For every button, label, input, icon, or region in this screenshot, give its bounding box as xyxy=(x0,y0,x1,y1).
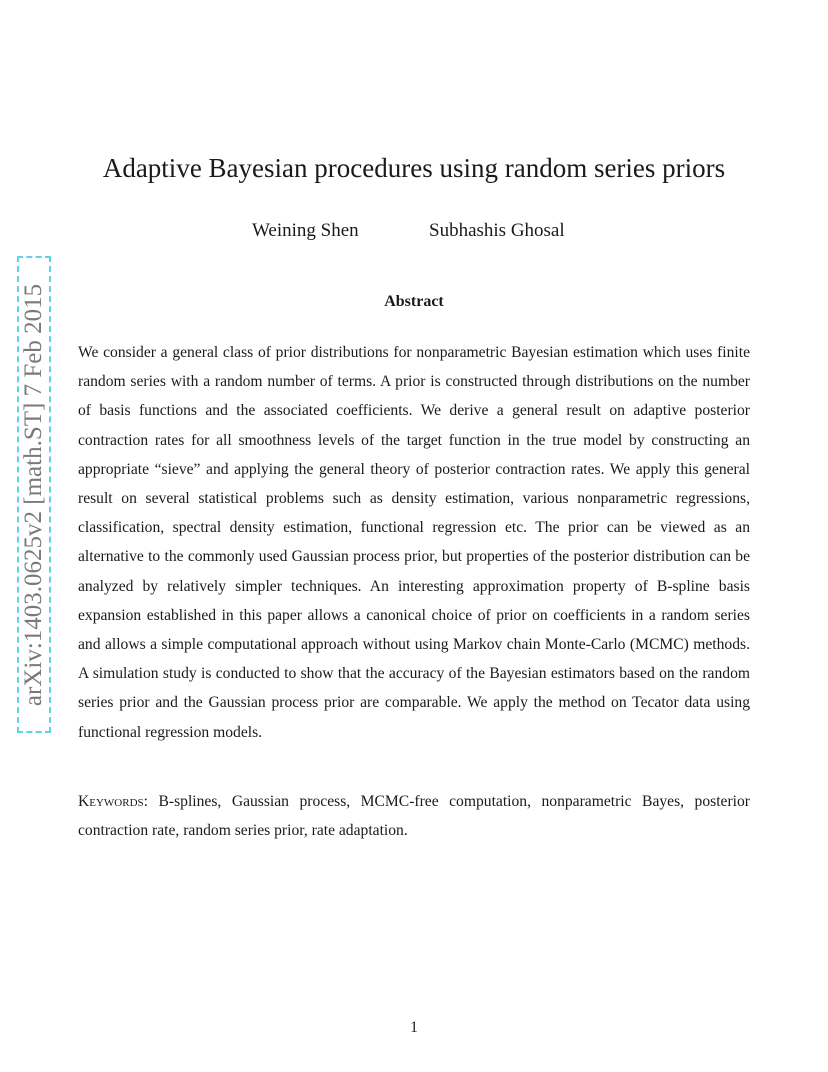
abstract-heading: Abstract xyxy=(384,293,444,310)
arxiv-stamp xyxy=(17,256,51,733)
keywords-paragraph xyxy=(78,787,750,845)
author-name: Weining Shen xyxy=(252,220,359,241)
paper-title: Adaptive Bayesian procedures using random series priors xyxy=(102,153,726,183)
arxiv-identifier: arXiv:1403.0625v2 [math.ST] 7 Feb 2015 xyxy=(20,283,47,706)
author-name: Subhashis Ghosal xyxy=(429,220,565,241)
abstract-body: We consider a general class of prior distributions for nonparametric Bayesian estimation which uses finite random series with a random number of terms. A prior is constructed through distributions on the number of basis functions and the associated coefficients. We derive a general result on adaptive posterior contraction rates for all smoothness levels of the target function in the true model by constructing an appropriate “sieve” and applying the general theory of posterior contraction rates. We apply this general result on several statistical problems such as density estimation, various nonparametric regressions, classification, spectral density estimation, functional regression etc. The prior can be viewed as an alternative to the commonly used Gaussian process prior, but properties of the posterior distribution can be analyzed by relatively simpler techniques. An interesting approximation property of B-spline basis expansion established in this paper allows a canonical choice of prior on coefficients in a random series and allows a simple computational approach without using Markov chain Monte-Carlo (MCMC) methods. A simulation study is conducted to show that the accuracy of the Bayesian estimators based on the random series prior and the Gaussian process prior are comparable. We apply the method on Tecator data using functional regression models. xyxy=(78,344,750,741)
keywords-label: Keywords: xyxy=(78,793,148,810)
page-number: 1 xyxy=(410,1019,418,1036)
keywords-text: B-splines, Gaussian process, MCMC-free computation, nonparametric Bayes, posterior contraction rate, random series prior, rate adaptation. xyxy=(78,793,750,840)
